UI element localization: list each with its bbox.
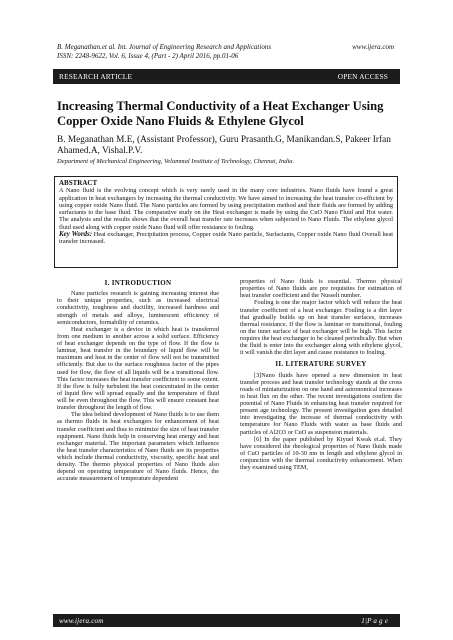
right-column bbox=[240, 278, 402, 611]
keywords-label: Key Words: bbox=[59, 230, 93, 239]
literature-survey-heading: II. LITERATURE SURVEY bbox=[275, 360, 367, 369]
journal-website: www.ijera.com bbox=[352, 43, 394, 51]
body-paragraph: Fouling is one the major factor which will reduce the heat transfer coefficient of a heat exchanger. Fouling is a dirt layer that gradually builds up on heat transfer surfaces, increases thermal resistance. If the flow is laminar or transitional, fouling on the inner surface of heat exchanger will be high. This factor requires the heat exchanger to be cleaned periodically. But when the fluid is enter into the exchanger along with ethylene glycol, it will vanish the dirt layer and cause resistance to fouling. bbox=[240, 299, 402, 357]
paper-title: Increasing Thermal Conductivity of a Heat Exchanger Using Copper Oxide Nano Fluids & Ethylene Glycol bbox=[57, 99, 384, 128]
open-access-label: OPEN ACCESS bbox=[337, 72, 388, 81]
body-paragraph: Heat exchanger is a device in which heat is transferred from one medium to another across a solid surface. Efficiency of heat exchanger depends on the type of flow. If the flow is laminar, heat transfer in the boundary of liquid flow will be maximum and heat in the center of flow will not be transmitted efficiently. But due to the surface roughness factor of the pipes used for flow, the flow of all liquids will be a transitional flow. This factor increases the heat transfer coefficient to some extent. If the flow is fully turbulent the heat concentrated in the center of liquid flow will spread equally and the temperature of fluid will be even throughout the flow. This will ensure constant heat transfer throughout the length of flow. bbox=[57, 325, 219, 412]
body-paragraph: properties of Nano fluids is essential. Thermo physical properties of Nano fluids are pre requisites for estimation of heat transfer coefficient and the Nusselt number. bbox=[240, 278, 402, 300]
body-paragraph: Nano particles research is gaining increasing interest due to their unique properties, such as increased electrical conductivity, toughness and ductility, increased hardness and strength of metals and alloys, luminescent efficiency of semiconductors, formability of ceramics. bbox=[57, 290, 219, 326]
article-type-banner bbox=[53, 69, 400, 84]
journal-citation: B. Meganathan.et al. Int. Journal of Engineering Research and Applications bbox=[57, 43, 272, 51]
abstract-heading: ABSTRACT bbox=[59, 179, 98, 187]
abstract-box bbox=[54, 176, 398, 268]
footer-website: www.ijera.com bbox=[59, 616, 104, 625]
affiliation: Department of Mechanical Engineering, Velammal Institute of Technology, Chennai, India. bbox=[57, 158, 295, 165]
introduction-heading: I. INTRODUCTION bbox=[104, 279, 172, 287]
page-footer bbox=[53, 614, 400, 627]
left-column bbox=[57, 278, 219, 611]
body-paragraph: The idea behind development of Nano fluids is to use them as thermo fluids in heat exchangers for enhancement of heat transfer coefficient and thus to minimize the size of heat transfer equipment. Nano fluids help in conserving heat energy and heat exchanger material. The important parameters which influence the heat transfer characteristics of Nano fluids are its properties which include thermal conductivity, viscosity, specific heat and density. The thermo physical properties of Nano fluids also depend on operating temperature of Nano fluids. Hence, the accurate measurement of temperature dependent bbox=[57, 411, 219, 483]
issn-line: ISSN: 2248-9622, Vol. 6, Issue 4, (Part - 2) April 2016, pp.01-06 bbox=[57, 52, 239, 60]
body-paragraph: [3]Nano fluids have opened a new dimension in heat transfer process and heat transfer technology stands at the cross roads of miniaturization on one hand and astronomical increases in heat flux on the other. The recent investigations confirm the potential of Nano Fluids in enhancing heat transfer required for present age technology. The present investigation goes detailed into investigating the increase of thermal conductivity with temperature for Nano Fluids with water as base fluids and particles of Al2O3 or CuO as suspension materials. bbox=[240, 371, 402, 436]
keywords-text: Heat exchanger, Precipitation process, Copper oxide Nano particle, Surfactants, Copper oxide Nano fluid Overall heat transfer increased. bbox=[59, 231, 394, 246]
author-list: B. Meganathan M.E, (Assistant Professor), Guru Prasanth.G, Manikandan.S, Pakeer Irfan Ahamed.A, Vishal.P.V. bbox=[57, 135, 391, 156]
body-paragraph: [6] In the paper published by Kiyuel Kwak et.al. They have considered the rheological properties of Nano fluids made of CuO particles of 10-30 nm in length and ethylene glycol in conjunction with the thermal conductivity enhancement. When they examined using TEM, bbox=[240, 435, 402, 472]
abstract-text: A Nano fluid is the evolving concept which is very rarely used in the many core industries. Nano fluids have found a great application in heat exchangers by increasing the thermal conductivity. We have aimed to increasing the heat transfer co-efficient by using copper oxide Nano fluid. The Nano particles are formed by using precipitation method and their fluids are formed by adding surfactants to the base fluid. The comparative study on the Heat exchanger is made by using the CuO Nano Fluid and Hot water. The analysis and the results shows that the overall heat transfer rate increases when subjected to Nano Fluids. The ethylene glycol fluid used along with copper oxide Nano fluid will offer resistance to fouling. bbox=[59, 187, 393, 231]
research-article-label: RESEARCH ARTICLE bbox=[59, 72, 133, 81]
page-number: 1|P a g e bbox=[361, 616, 388, 625]
